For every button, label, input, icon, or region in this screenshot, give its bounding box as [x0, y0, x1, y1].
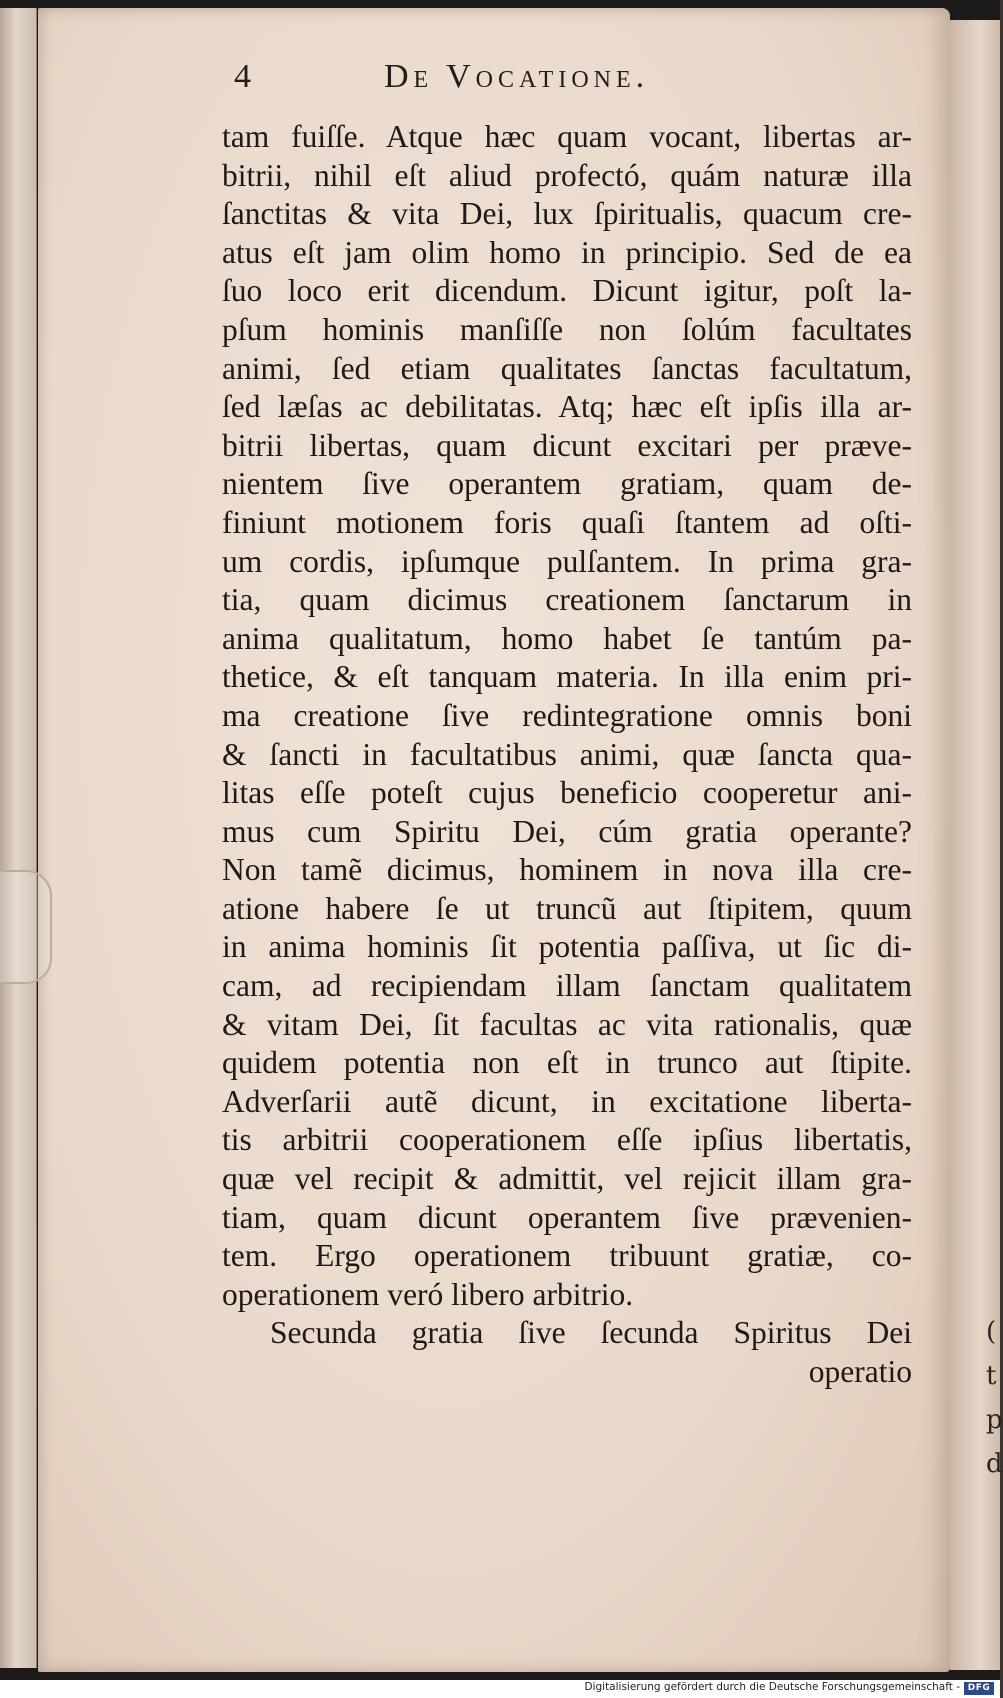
footer-credit: Digitalisierung gefördert durch die Deutsche Forschungsgemeinschaft -: [584, 1681, 960, 1693]
text-line: nientem ſive operantem gratiam, quam de-: [222, 466, 912, 502]
text-line: & ſancti in facultatibus animi, quæ ſancta qua-: [222, 736, 912, 772]
text-line: ſed læſas ac debilitatas. Atq; hæc eſt ipſis illa ar-: [222, 389, 912, 425]
text-line: quidem potentia non eſt in trunco aut ſtipite.: [222, 1045, 912, 1081]
dfg-logo: DFG: [964, 1682, 994, 1695]
fragment-char: (: [986, 1317, 997, 1347]
text-line: bitrii libertas, quam dicunt excitari per præve-: [222, 427, 912, 463]
text-line: animi, ſed etiam qualitates ſanctas facultatum,: [222, 350, 912, 386]
text-line: atione habere ſe ut truncũ aut ſtipitem, quum: [222, 890, 912, 926]
text-line: bitrii, nihil eſt aliud profectó, quám naturæ illa: [222, 157, 912, 193]
left-page-edge: [0, 8, 37, 1668]
text-line: thetice, & eſt tanquam materia. In illa enim pri-: [222, 659, 912, 695]
next-page-fragment: [986, 1310, 1003, 1486]
text-line: um cordis, ipſumque pulſantem. In prima gra-: [222, 543, 912, 579]
text-line: operationem veró libero arbitrio.: [222, 1276, 634, 1312]
text-line: tis arbitrii cooperationem eſſe ipſius libertatis,: [222, 1122, 912, 1158]
text-line: Adverſarii autẽ dicunt, in excitatione liberta-: [222, 1083, 912, 1119]
text-line: ſanctitas & vita Dei, lux ſpiritualis, quacum cre-: [222, 196, 912, 232]
text-line: litas eſſe poteſt cujus beneficio cooperetur ani-: [222, 775, 912, 811]
text-line: atus eſt jam olim homo in principio. Sed de ea: [222, 234, 912, 270]
fragment-char: d: [986, 1449, 1003, 1479]
text-line: ma creatione ſive redintegratione omnis boni: [222, 697, 912, 733]
running-head: [234, 58, 874, 96]
text-line: Secunda gratia ſive ſecunda Spiritus Dei: [270, 1315, 912, 1351]
text-line: tiam, quam dicunt operantem ſive prævenien-: [222, 1199, 912, 1235]
catchword: operatio: [808, 1354, 912, 1389]
fragment-char: t: [986, 1361, 997, 1391]
page-clip: [0, 870, 52, 984]
text-line: pſum hominis manſiſſe non ſolúm facultates: [222, 311, 912, 347]
text-line: finiunt motionem foris quaſi ſtantem ad oſti-: [222, 504, 912, 540]
text-line: tem. Ergo operationem tribuunt gratiæ, co-: [222, 1238, 912, 1274]
text-line: quæ vel recipit & admittit, vel rejicit illam gra-: [222, 1161, 912, 1197]
body-text: [222, 118, 912, 1392]
text-line: anima qualitatum, homo habet ſe tantúm pa-: [222, 620, 912, 656]
running-head-title: De Vocatione.: [384, 58, 650, 95]
text-line: & vitam Dei, ſit facultas ac vita rationalis, quæ: [222, 1006, 912, 1042]
page-number: 4: [234, 58, 251, 95]
text-line: tam fuiſſe. Atque hæc quam vocant, libertas ar-: [222, 119, 912, 154]
text-line: tia, quam dicimus creationem ſanctarum in: [222, 582, 912, 618]
text-line: mus cum Spiritu Dei, cúm gratia operante?: [222, 813, 912, 849]
text-line: ſuo loco erit dicendum. Dicunt igitur, poſt la-: [222, 273, 912, 309]
text-line: in anima hominis ſit potentia paſſiva, ut ſic di-: [222, 929, 912, 965]
text-line: cam, ad recipiendam illam ſanctam qualitatem: [222, 968, 912, 1004]
fragment-char: p: [986, 1405, 1003, 1435]
text-line: Non tamẽ dicimus, hominem in nova illa cre-: [222, 852, 912, 888]
